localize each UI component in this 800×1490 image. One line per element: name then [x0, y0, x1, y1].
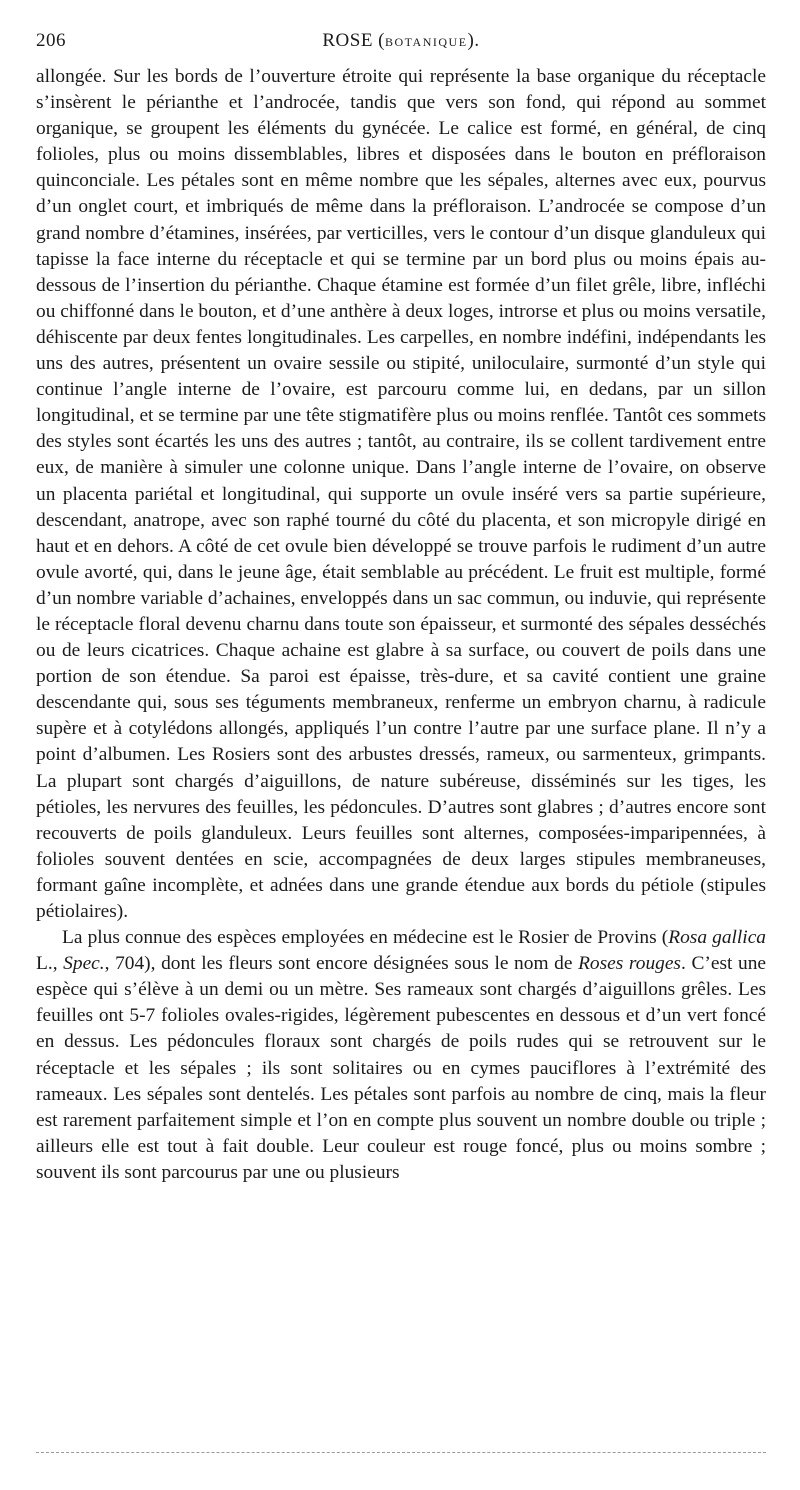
running-title-subject: BOTANIQUE — [385, 35, 468, 49]
running-title-main: ROSE ( — [322, 30, 386, 51]
body-text — [36, 64, 766, 1186]
footer-rule — [36, 1452, 766, 1453]
paragraph-text: . C’est une espèce qui s’élève à un demi ou un mètre. Ses rameaux sont chargés d’aiguillons grêles. Les feuilles ont 5-7 folioles ovales-rigides, légèrement pubescentes en dessous et d’un vert foncé en dessus. Les pédoncules floraux sont chargés de poils rudes qui se retrouvent sur le réceptacle et les sépales ; ils sont solitaires ou en cymes pauciflores à l’extrémité des rameaux. Les sépales sont dentelés. Les pétales sont parfois au nombre de cinq, mais la fleur est rarement parfaitement simple et l’on en compte plus souvent un nombre double ou triple ; ailleurs elle est tout à fait double. Leur couleur est rouge foncé, plus ou moins sombre ; souvent ils sont parcourus par une ou plusieurs — [36, 953, 766, 1183]
species-name: Rosa gallica — [668, 927, 767, 949]
running-title-end: ). — [467, 30, 480, 51]
reference-abbrev: Spec. — [63, 953, 105, 975]
common-name: Roses rouges — [578, 953, 681, 975]
paragraph-text: , 704), dont les fleurs sont encore désignées sous le nom de — [104, 953, 579, 975]
running-title — [36, 30, 766, 52]
page-number: 206 — [36, 30, 66, 51]
paragraph-text: L., — [36, 953, 64, 975]
document-page — [36, 30, 766, 1186]
paragraph-text: La plus connue des espèces employées en médecine est le Rosier de Provins ( — [62, 927, 669, 949]
running-head — [36, 30, 766, 58]
paragraph-continued: allongée. Sur les bords de l’ouverture étroite qui représente la base organique du réceptacle s’insèrent le périanthe et l’androcée, tandis que vers son fond, qui répond au sommet organique, se groupent les éléments du gynécée. Le calice est formé, en général, de cinq folioles, plus ou moins dissemblables, libres et disposées dans le bouton en préfloraison quinconciale. Les pétales sont en même nombre que les sépales, alternes avec eux, pourvus d’un onglet court, et imbriqués de même dans la préfloraison. L’androcée se compose d’un grand nombre d’étamines, insérées, par verticilles, vers le contour d’un disque glanduleux qui tapisse la face interne du réceptacle et qui se termine par un bord plus ou moins épais au-dessous de l’insertion du périanthe. Chaque étamine est formée d’un filet grêle, libre, infléchi ou chiffonné dans le bouton, et d’une anthère à deux loges, introrse et plus ou moins versatile, déhiscente par deux fentes longitudinales. Les carpelles, en nombre indéfini, indépendants les uns des autres, présentent un ovaire sessile ou stipité, uniloculaire, surmonté d’un style qui continue l’angle interne de l’ovaire, est parcouru comme lui, en dedans, par un sillon longitudinal, et se termine par une tête stigmatifère plus ou moins renflée. Tantôt ces sommets des styles sont écartés les uns des autres ; tantôt, au contraire, ils se collent tardivement entre eux, de manière à simuler une colonne unique. Dans l’angle interne de l’ovaire, on observe un placenta pariétal et longitudinal, qui supporte un ovule inséré vers sa partie supérieure, descendant, anatrope, avec son raphé tourné du côté du placenta, et son micropyle dirigé en haut et en dehors. A côté de cet ovule bien développé se trouve parfois le rudiment d’un autre ovule avorté, qui, dans le jeune âge, était semblable au précédent. Le fruit est multiple, formé d’un nombre variable d’achaines, enveloppés dans un sac commun, ou induvie, qui représente le réceptacle floral devenu charnu dans toute son épaisseur, et surmonté des sépales desséchés ou de leurs cicatrices. Chaque achaine est glabre à sa surface, ou couvert de poils dans une portion de son étendue. Sa paroi est épaisse, très-dure, et sa cavité contient une graine descendante qui, sous ses téguments membraneux, renferme un embryon charnu, à radicule supère et à cotylédons allongés, appliqués l’un contre l’autre par une surface plane. Il n’y a point d’albumen. Les Rosiers sont des arbustes dressés, rameux, ou sarmenteux, grimpants. La plupart sont chargés d’aiguillons, de nature subéreuse, disséminés sur les tiges, les pétioles, les nervures des feuilles, les pédoncules. D’autres sont glabres ; d’autres encore sont recouverts de poils glanduleux. Leurs feuilles sont alternes, composées-imparipennées, à folioles souvent dentées en scie, accompagnées de deux larges stipules membraneuses, formant gaîne incomplète, et adnées dans une grande étendue aux bords du pétiole (stipules pétiolaires). — [36, 66, 766, 922]
paragraph-rosa-gallica — [36, 925, 766, 1186]
